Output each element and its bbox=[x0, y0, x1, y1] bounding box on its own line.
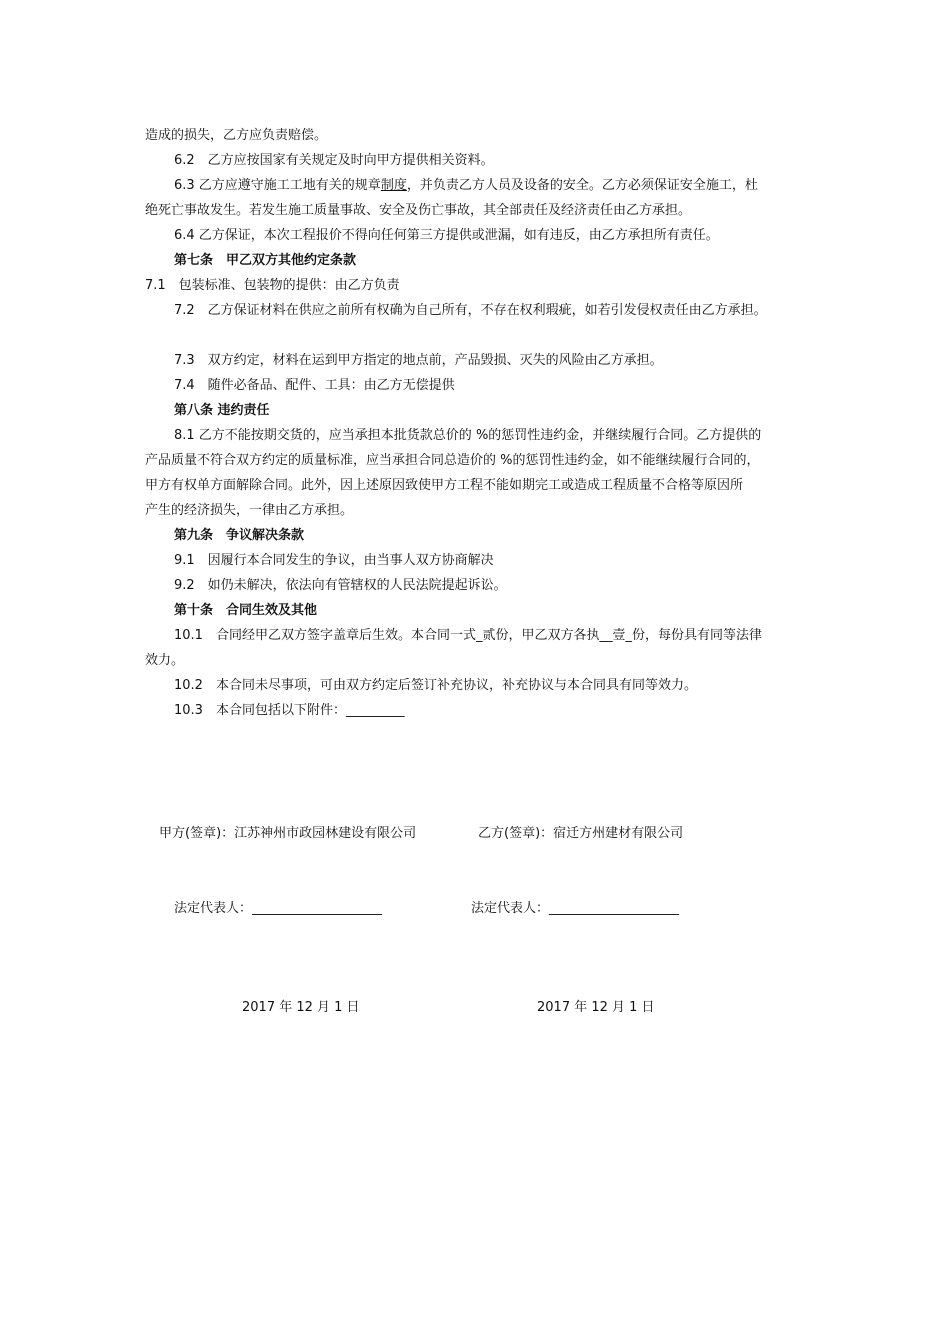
clause-9-1: 9.1 因履行本合同发生的争议，由当事人双方协商解决 bbox=[174, 553, 494, 568]
clause-7-2: 7.2 乙方保证材料在供应之前所有权确为自己所有，不存在权利瑕疵，如若引发侵权责任由乙方承担。 bbox=[174, 303, 767, 318]
clause-7-1: 7.1 包装标准、包装物的提供：由乙方负责 bbox=[145, 278, 400, 293]
clause-6-3 bbox=[174, 176, 824, 196]
article-8-heading: 第八条 违约责任 bbox=[174, 403, 270, 418]
clause-text: 6.3 乙方应遵守施工工地有关的规章 bbox=[174, 178, 381, 193]
clause-10-3: 10.3 本合同包括以下附件：_________ bbox=[174, 703, 405, 718]
party-a-signature: 甲方(签章)：江苏神州市政园林建设有限公司 bbox=[159, 826, 417, 841]
paragraph-line: 效力。 bbox=[145, 653, 185, 668]
clause-10-1: 10.1 合同经甲乙双方签字盖章后生效。本合同一式_贰份，甲乙双方各执__壹_份，每份具有同等法律 bbox=[174, 628, 762, 643]
paragraph-line: 甲方有权单方面解除合同。此外，因上述原因致使甲方工程不能如期完工或造成工程质量不合格等原因所 bbox=[145, 478, 744, 493]
clause-10-2: 10.2 本合同未尽事项，可由双方约定后签订补充协议，补充协议与本合同具有同等效力。 bbox=[174, 678, 697, 693]
clause-6-4: 6.4 乙方保证，本次工程报价不得向任何第三方提供或泄漏，如有违反，由乙方承担所有责任。 bbox=[174, 228, 719, 243]
clause-8-1: 8.1 乙方不能按期交货的，应当承担本批货款总价的 %的惩罚性违约金，并继续履行合同。乙方提供的 bbox=[174, 428, 762, 443]
party-a-representative: 法定代表人：____________________ bbox=[174, 901, 383, 916]
party-b-signature: 乙方(签章)：宿迁方州建材有限公司 bbox=[478, 826, 684, 841]
clause-9-2: 9.2 如仍未解决，依法向有管辖权的人民法院提起诉讼。 bbox=[174, 578, 507, 593]
party-b-date: 2017 年 12 月 1 日 bbox=[537, 1000, 655, 1015]
article-7-heading: 第七条 甲乙双方其他约定条款 bbox=[174, 253, 357, 268]
party-a-date: 2017 年 12 月 1 日 bbox=[242, 1000, 360, 1015]
clause-7-4: 7.4 随件必备品、配件、工具：由乙方无偿提供 bbox=[174, 378, 455, 393]
paragraph-line: 造成的损失，乙方应负责赔偿。 bbox=[145, 128, 328, 143]
party-b-representative: 法定代表人：____________________ bbox=[471, 901, 680, 916]
article-10-heading: 第十条 合同生效及其他 bbox=[174, 603, 318, 618]
clause-6-2: 6.2 乙方应按国家有关规定及时向甲方提供相关资料。 bbox=[174, 153, 494, 168]
clause-text: ，并负责乙方人员及设备的安全。乙方必须保证安全施工，杜 bbox=[406, 178, 758, 193]
underlined-word: 制度 bbox=[380, 178, 407, 193]
clause-7-3: 7.3 双方约定，材料在运到甲方指定的地点前，产品毁损、灭失的风险由乙方承担。 bbox=[174, 353, 663, 368]
paragraph-line: 产品质量不符合双方约定的质量标准，应当承担合同总造价的 %的惩罚性违约金，如不能继续履行合同的， bbox=[145, 453, 760, 468]
paragraph-line: 产生的经济损失，一律由乙方承担。 bbox=[145, 503, 354, 518]
article-9-heading: 第九条 争议解决条款 bbox=[174, 528, 305, 543]
paragraph-line: 绝死亡事故发生。若发生施工质量事故、安全及伤亡事故，其全部责任及经济责任由乙方承担。 bbox=[145, 203, 692, 218]
